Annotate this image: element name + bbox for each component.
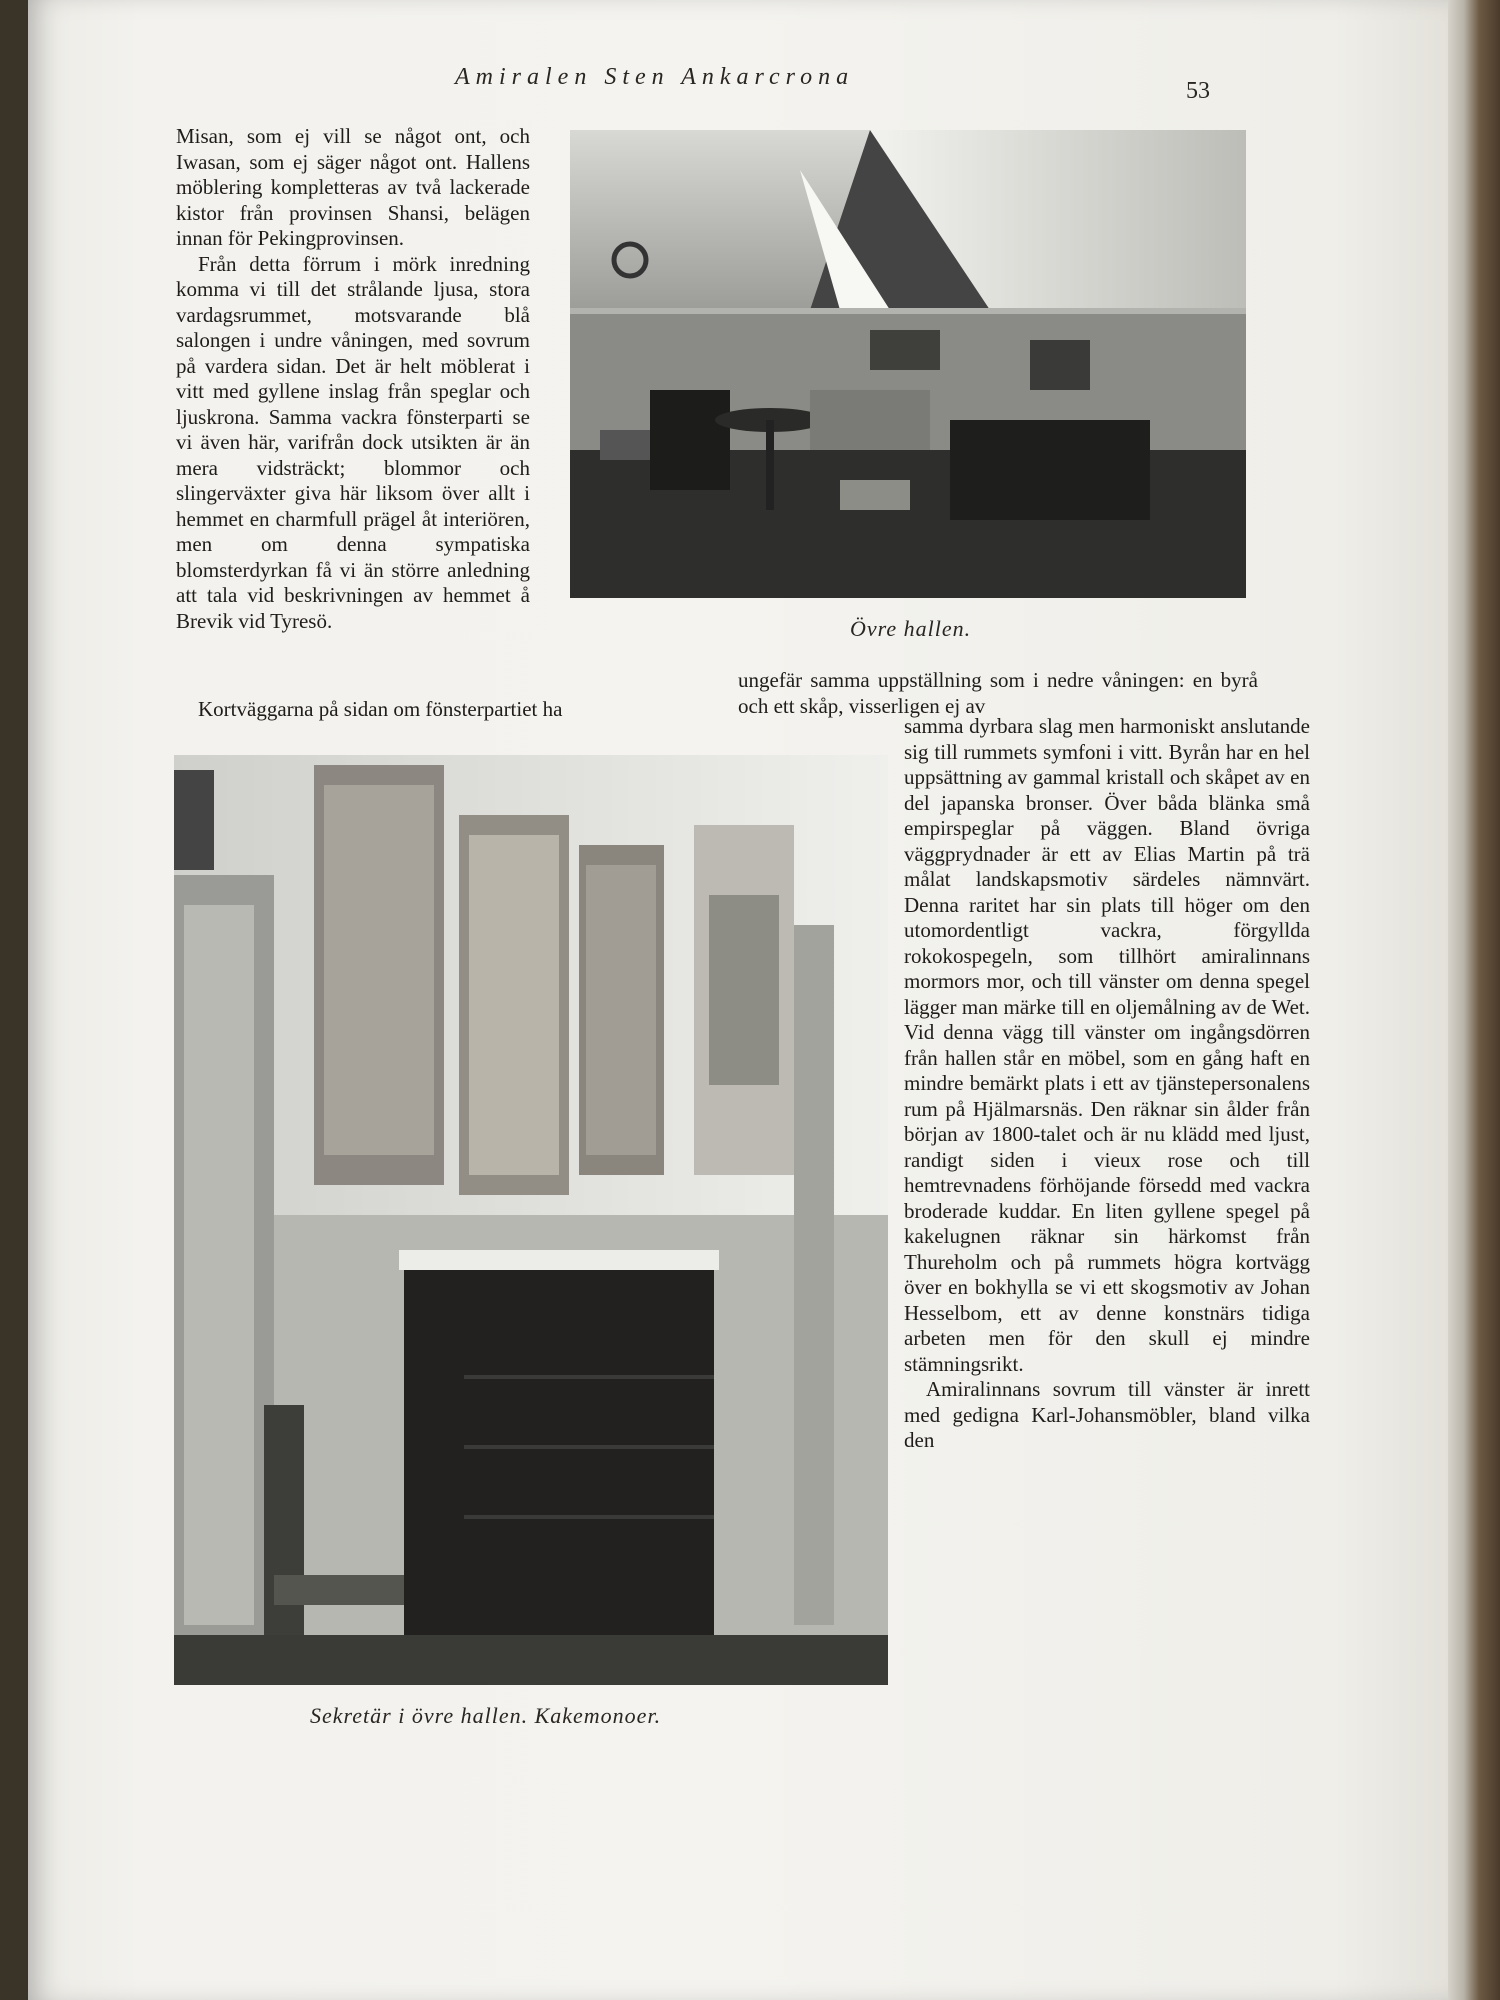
text-line-right: ungefär samma uppställning som i nedre våningen: en byrå och ett skåp, visserligen ej av — [738, 668, 1258, 718]
secretary-photo-illustration — [174, 755, 888, 1685]
text-column-top-left — [176, 124, 530, 634]
running-title: Amiralen Sten Ankarcrona — [455, 64, 855, 90]
photo-sekretar — [174, 755, 888, 1685]
text-column-right — [904, 714, 1310, 1454]
paragraph: Misan, som ej vill se något ont, och Iwasan, som ej säger något ont. Hallens möblering kompletteras av två lackerade kistor från provinsen Shansi, belägen innan för Pekingprovinsen. — [176, 124, 530, 250]
paragraph: Amiralinnans sovrum till vänster är inrett med gedigna Karl-Johansmöbler, bland vilka den — [904, 1377, 1310, 1452]
caption-bottom-photo: Sekretär i övre hallen. Kakemonoer. — [310, 1703, 662, 1728]
photo-ovre-hallen — [570, 130, 1246, 598]
text-line-left: Kortväggarna på sidan om fönsterpartiet ha — [198, 697, 563, 721]
room-photo-illustration — [570, 130, 1246, 598]
paragraph: Från detta förrum i mörk inredning komma vi till det strålande ljusa, stora vardagsrummet, motsvarande blå salongen i undre våningen, med sovrum på vardera sidan. Det är helt möblerat i vitt med gyllene inslag från speglar och ljuskrona. Samma vackra fönsterparti se vi även här, varifrån dock utsikten är än mera vidsträckt; blommor och slingerväxter giva här liksom över allt i hemmet en charmfull prägel åt interiören, men om denna sympatiska blomsterdyrkan få vi än större anledning att tala vid beskrivningen av hemmet å Brevik vid Tyresö. — [176, 251, 530, 633]
paragraph: samma dyrbara slag men harmoniskt anslutande sig till rummets symfoni i vitt. Byrån har en hel uppsättning av gammal kristall och skåpet av en del japanska bronser. Över båda blänka små empirspeglar på väggen. Bland övriga väggprydnader är ett av Elias Martin på trä målat landskapsmotiv särdeles nämnvärt. Denna raritet har sin plats till höger om den utomordentligt vackra, förgyllda rokokospegeln, som tillhört amiralinnans mormors mor, och till vänster om denna spegel lägger man märke till en oljemålning av de Wet. Vid denna vägg till vänster om ingångsdörren från hallen står en möbel, som en gång haft en mindre bemärkt plats i ett av tjänstepersonalens rum på Hjälmarsnäs. Den räknar sin ålder från början av 1800-talet och är nu klädd med ljust, randigt siden i vieux rose och till hemtrevnadens förhöjande försedd med vackra broderade kuddar. En liten gyllene spegel på kakelugnen räknar sin härkomst från Thureholm och på rummets högra kortvägg över en bokhylla se vi ett skogsmotiv av Johan Hesselbom, ett av denne konstnärs tidiga arbeten men för den skull ej mindre stämningsrikt. — [904, 714, 1310, 1376]
book-edge — [1448, 0, 1500, 2000]
caption-top-photo: Övre hallen. — [850, 616, 972, 641]
page-number: 53 — [1186, 78, 1210, 104]
